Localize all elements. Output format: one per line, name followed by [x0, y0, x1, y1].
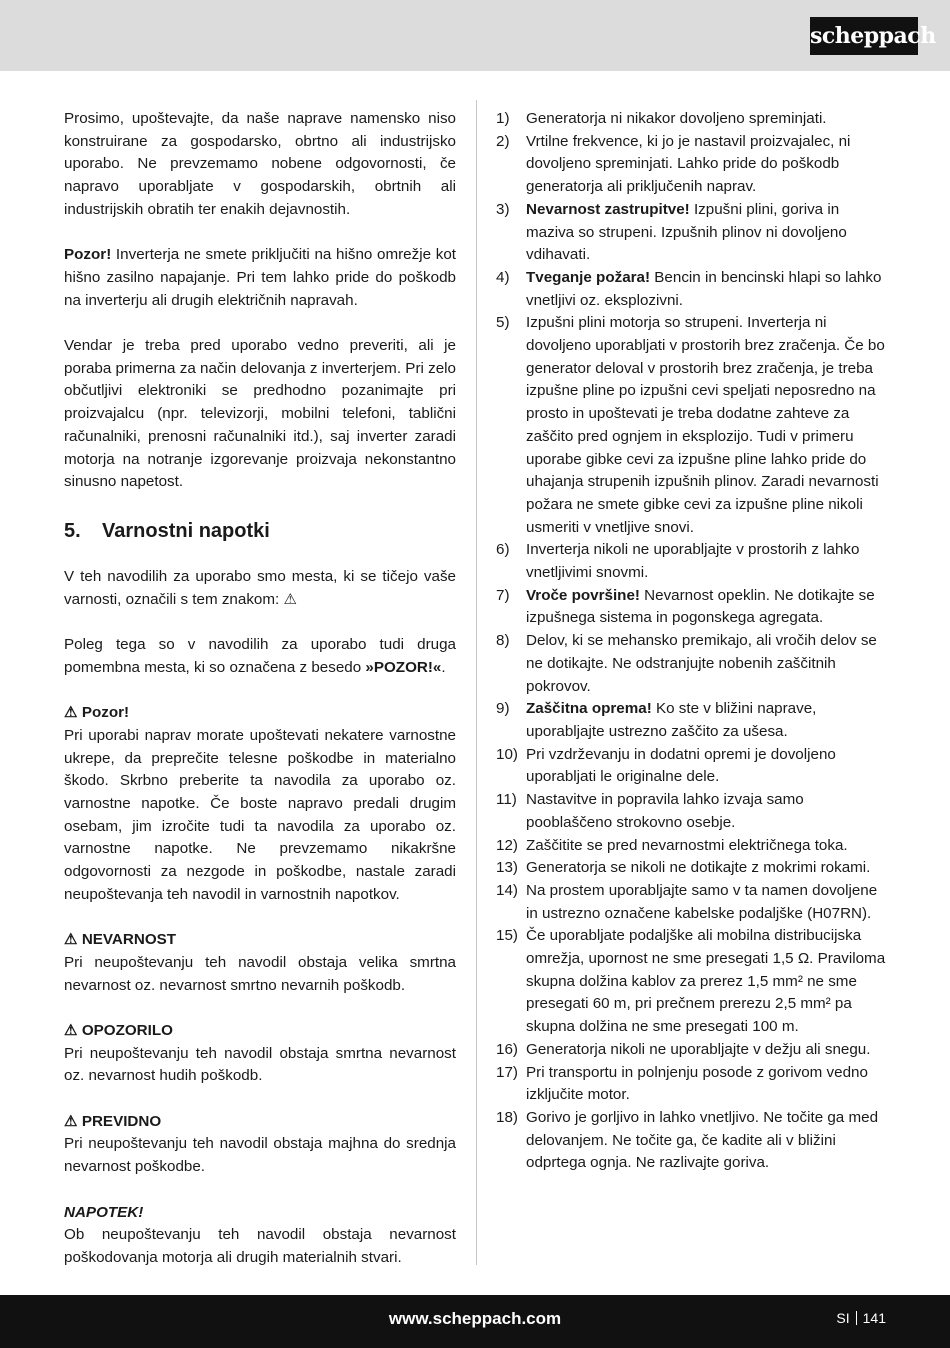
brand-logo: scheppach [810, 17, 918, 55]
inverter-paragraph: Vendar je treba pred uporabo vedno preveriti, ali je poraba primerna za način delovanja z inverterjem. Pri zelo občutljivi elektroniki se predhodno pozanimajte pri proizvajalcu (npr. televizorji, mobilni telefoni, tablični računalniki, prenosni računalniki itd.), saj inverter zaradi motorja na notranje izgorevanje proizvaja nekonstantno sinusno napetost. [64, 337, 456, 491]
section-heading [64, 518, 456, 544]
list-item [496, 1107, 886, 1175]
list-item-number: 17) [496, 1063, 518, 1081]
list-item [496, 925, 886, 1039]
list-item-text: Delov, ki se mehansko premikajo, ali vročih delov se ne dotikajte. Ne odstranjujte nobenih zaščitnih pokrovov. [526, 632, 877, 695]
list-item-label: Nevarnost zastrupitve! [526, 200, 690, 218]
list-item [496, 267, 886, 312]
pozor-paragraph [64, 244, 456, 312]
page-indicator [836, 1310, 886, 1326]
list-item-number: 10) [496, 745, 518, 763]
page-footer [0, 1295, 950, 1348]
list-item-label: Vroče površine! [526, 586, 640, 604]
list-item-number: 11) [496, 791, 517, 809]
list-item-number: 1) [496, 110, 510, 127]
list-item-number: 18) [496, 1108, 518, 1126]
pozor-heading: ⚠ Pozor! [64, 704, 130, 722]
list-item-text: Če uporabljate podaljške ali mobilna distribucijska omrežja, upornost ne sme presegati 1,5 Ω. Praviloma skupna dolžina kablov za prerez 1,5 mm² ne sme presegati 60 m, pri prečnem prerezu 2,5 mm² pa skupna dolžina ne sme presegati 100 m. [526, 927, 886, 1036]
list-item-number: 3) [496, 200, 510, 218]
list-item [496, 698, 886, 743]
list-item-text: Bencin in bencinski hlapi so lahko vnetljivi oz. eksplozivni. [526, 268, 882, 309]
list-item-number: 6) [496, 541, 510, 559]
list-item-number: 4) [496, 268, 510, 286]
list-item-label: Zaščitna oprema! [526, 700, 652, 718]
opozorilo-body: Pri neupoštevanju teh navodil obstaja smrtna nevarnost oz. nevarnost hudih poškodb. [64, 1044, 456, 1085]
website-link[interactable]: www.scheppach.com [388, 1309, 562, 1328]
list-item-number: 12) [496, 836, 518, 854]
napotek-body: Ob neupoštevanju teh navodil obstaja nevarnost poškodovanja motorja ali drugih materialnih stvari. [64, 1226, 456, 1266]
previdno-body: Pri neupoštevanju teh navodil obstaja majhna do srednja nevarnost poškodbe. [64, 1135, 456, 1176]
column-divider [476, 100, 477, 1265]
opozorilo-heading: ⚠ OPOZORILO [64, 1021, 173, 1039]
list-item [496, 630, 886, 698]
list-item [496, 108, 886, 131]
list-item [496, 1062, 886, 1107]
list-item [496, 789, 886, 834]
list-item [496, 585, 886, 630]
list-item-text: Izpušni plini motorja so strupeni. Inverterja ni dovoljeno uporabljati v prostorih brez zračenja. Če bo generator deloval v prostorih brez zračenja, je treba izpušne pline po izpušni cevi speljati neposredno na prosto in upoštevati je treba dodatne zahteve za zaščito pred ognjem in eksplozijo. Tudi v primeru uporabe gibke cevi za izpušne pline lahko pride do uhajanja strupenih izpušnih plinov. Zaradi nevarnosti požara ne smete gibke cevi za izpušne pline nikoli usmeriti v vnetljive snovi. [526, 314, 885, 536]
pozor-label: Pozor! [64, 246, 112, 264]
list-item-text: Gorivo je gorljivo in lahko vnetljivo. Ne točite ga med delovanjem. Ne točite ga, če kadite ali v bližini odprtega ognja. Ne razlivajte goriva. [526, 1108, 879, 1172]
list-item-text: Generatorja nikoli ne uporabljajte v dežju ali snegu. [526, 1040, 871, 1058]
list-item-text: Zaščitite se pred nevarnostmi električnega toka. [526, 836, 848, 854]
list-item-text: Nevarnost opeklin. Ne dotikajte se izpušnega sistema in pogonskega agregata. [526, 586, 875, 627]
list-item-text: Vrtilne frekvence, ki jo je nastavil proizvajalec, ni dovoljeno spreminjati. Lahko pride do poškodb generatorja ali priključenih naprav. [526, 132, 851, 196]
list-item [496, 539, 886, 584]
section-number: 5. [64, 519, 81, 542]
left-column [64, 108, 456, 1270]
language-code: SI [836, 1310, 850, 1326]
right-column [496, 108, 886, 1175]
list-item-number: 15) [496, 927, 518, 945]
page-separator [856, 1311, 857, 1325]
section-title: Varnostni napotki [102, 519, 270, 542]
intro-paragraph: Prosimo, upoštevajte, da naše naprave namensko niso konstruirane za gospodarsko, obrtno ali industrijsko uporabo. Ne prevzemamo nobene odgovornosti, če napravo uporabljate v gospodarskih, obrtnih ali industrijskih obratih ter enakih dejavnostih. [64, 110, 456, 218]
nevarnost-body: Pri neupoštevanju teh navodil obstaja velika smrtna nevarnost oz. nevarnost smrtno nevarnih poškodb. [64, 953, 456, 994]
list-item [496, 744, 886, 789]
list-item-number: 16) [496, 1040, 518, 1058]
page-number: 141 [862, 1310, 886, 1326]
list-item-text: Na prostem uporabljajte samo v ta namen dovoljene in ustrezno označene kabelske podaljške (H07RN). [526, 881, 878, 922]
list-item-text: Nastavitve in popravila lahko izvaja samo pooblaščeno strokovno osebje. [526, 791, 804, 831]
list-item-text: Generatorja ni nikakor dovoljeno spreminjati. [526, 110, 827, 127]
safety-list [496, 108, 886, 1175]
list-item [496, 131, 886, 199]
pozor-text: Inverterja ne smete priključiti na hišno omrežje kot hišno zasilno napajanje. Pri tem lahko pride do poškodb na inverterju ali drugih električnih napravah. [64, 246, 456, 309]
list-item-number: 14) [496, 881, 518, 899]
list-item-text: Pri vzdrževanju in dodatni opremi je dovoljeno uporabljati le originalne dele. [526, 745, 836, 786]
symbol-paragraph: V teh navodilih za uporabo smo mesta, ki se tičejo vaše varnosti, označili s tem znakom: ⚠ [64, 567, 456, 608]
list-item-number: 2) [496, 132, 510, 150]
list-item-number: 7) [496, 586, 510, 604]
list-item [496, 857, 886, 880]
list-item [496, 835, 886, 858]
napotek-heading: NAPOTEK! [64, 1203, 144, 1221]
list-item-number: 8) [496, 632, 510, 650]
list-item-text: Izpušni plini, goriva in maziva so strupeni. Izpušnih plinov ni dovoljeno vdihavati. [526, 200, 847, 264]
list-item [496, 1039, 886, 1062]
list-item-number: 13) [496, 859, 518, 877]
list-item-label: Tveganje požara! [526, 268, 651, 286]
list-item [496, 312, 886, 539]
previdno-heading: ⚠ PREVIDNO [64, 1112, 162, 1130]
list-item [496, 880, 886, 925]
list-item-text: Ko ste v bližini naprave, uporabljajte ustrezno zaščito za ušesa. [526, 700, 817, 740]
list-item-text: Generatorja se nikoli ne dotikajte z mokrimi rokami. [526, 859, 871, 877]
pozor-body: Pri uporabi naprav morate upoštevati nekatere varnostne ukrepe, da preprečite telesne poškodbe in materialno škodo. Skrbno preberite ta navodila za uporabo oz. varnostne napotke. Če boste napravo predali drugim osebam, jim izročite tudi ta navodila za uporabo oz. varnostne napotke. Ne prevzemamo nikakršne odgovornosti za nezgode in poškodbe, nastale zaradi neupoštevanja teh navodil in varnostnih napotkov. [64, 726, 456, 903]
list-item [496, 199, 886, 267]
list-item-text: Pri transportu in polnjenju posode z gorivom vedno izključite motor. [526, 1063, 868, 1104]
pozor-word-text: Poleg tega so v navodilih za uporabo tudi druga pomembna mesta, ki so označena z besedo [64, 636, 456, 676]
pozor-word-end: . [441, 658, 446, 676]
pozor-word-paragraph [64, 634, 456, 679]
page-header [0, 0, 950, 71]
list-item-number: 5) [496, 314, 510, 332]
list-item-number: 9) [496, 700, 510, 718]
list-item-text: Inverterja nikoli ne uporabljajte v prostorih z lahko vnetljivimi snovmi. [526, 541, 860, 582]
pozor-word-bold: »POZOR!« [365, 658, 442, 676]
nevarnost-heading: ⚠ NEVARNOST [64, 931, 177, 949]
